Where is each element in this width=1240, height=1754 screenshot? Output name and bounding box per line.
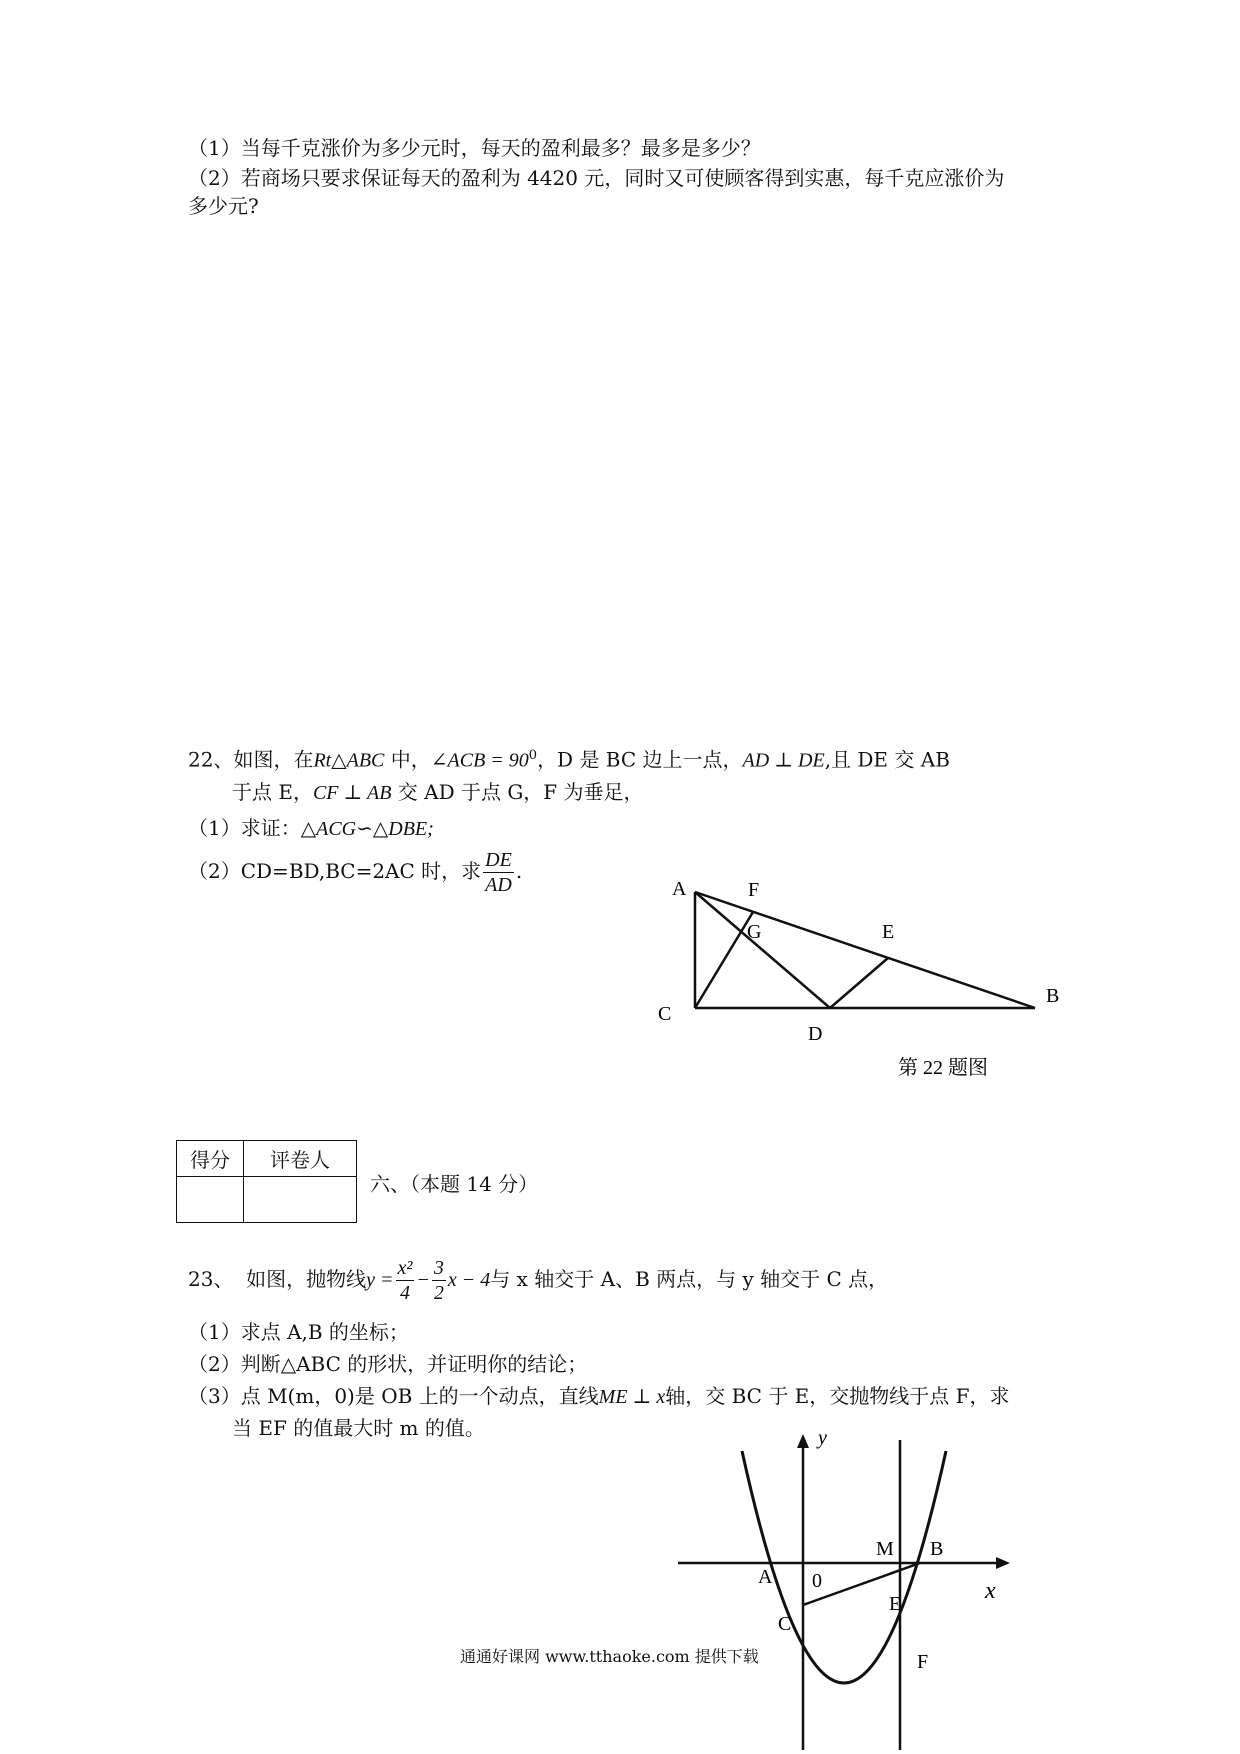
segment-ab xyxy=(695,892,1035,1008)
point-b-label: B xyxy=(1046,985,1060,1007)
q23-eq-minus: − xyxy=(416,1269,430,1291)
q22-text: （2）CD=BD,BC=2AC 时，求 xyxy=(188,859,482,883)
q23-part3-line1 xyxy=(188,1382,1010,1411)
q22-frac-den: AD xyxy=(485,874,512,896)
q22-degree: 0 xyxy=(528,748,538,763)
score-cell[interactable] xyxy=(177,1177,244,1223)
segment-de xyxy=(830,958,888,1008)
point-m-label: M xyxy=(876,1538,894,1560)
point-d-label: D xyxy=(808,1023,823,1045)
x-axis-arrow xyxy=(996,1557,1010,1569)
point-c-label: C xyxy=(658,1003,672,1025)
q23-frac2-num: 3 xyxy=(433,1257,444,1279)
q23-part2: （2）判断△ABC 的形状，并证明你的结论； xyxy=(188,1352,588,1376)
q23-frac2-den: 2 xyxy=(433,1282,444,1304)
point-a-label: A xyxy=(758,1566,773,1588)
q23-frac2 xyxy=(432,1256,446,1305)
q22-number: 22、 xyxy=(188,747,234,772)
q23-text: 与 x 轴交于 A、B 两点，与 y 轴交于 C 点， xyxy=(490,1267,889,1291)
q22-text: ，D 是 BC 边上一点， xyxy=(537,747,743,772)
q23-line1 xyxy=(188,1256,888,1305)
q23-part3-line2: 当 EF 的值最大时 m 的值。 xyxy=(232,1416,485,1440)
segment-ad xyxy=(695,892,830,1008)
q22-frac-num: DE xyxy=(485,849,512,871)
point-f-label: F xyxy=(917,1651,929,1673)
q23-text: 如图，抛物线 xyxy=(246,1267,367,1291)
q22-rt: Rt xyxy=(313,749,332,772)
q23-eq-rest: x − 4 xyxy=(447,1269,491,1291)
q22-angle: ∠ACB = 90 xyxy=(430,749,529,772)
q22-text: 如图，在 xyxy=(233,747,314,772)
point-g-label: G xyxy=(747,921,762,943)
q22-text: ,且 DE 交 AB xyxy=(824,747,950,772)
x-axis-label: x xyxy=(985,1578,996,1604)
q23-text: 轴，交 BC 于 E，交抛物线于点 F，求 xyxy=(665,1384,1010,1408)
q22-text: （1）求证： xyxy=(188,816,301,840)
q22-text: . xyxy=(515,859,523,883)
q23-figure xyxy=(660,1420,1060,1754)
point-e-label: E xyxy=(889,1593,902,1615)
q22-line1 xyxy=(188,742,950,775)
q22-fraction xyxy=(483,848,514,897)
point-e-label: E xyxy=(882,921,895,943)
q21-part2-line1: （2）若商场只要求保证每天的盈利为 4420 元，同时又可使顾客得到实惠，每千克应涨价为 xyxy=(188,166,1005,190)
q22-perp2: CF ⊥ AB xyxy=(312,782,392,804)
parabola xyxy=(742,1451,946,1683)
q23-number: 23、 xyxy=(188,1267,234,1291)
origin-label: 0 xyxy=(812,1570,822,1592)
q22-triangle: △ABC xyxy=(331,749,385,772)
q23-text: （3）点 M(m，0)是 OB 上的一个动点，直线 xyxy=(188,1384,599,1408)
y-axis-label: y xyxy=(818,1427,827,1449)
point-f-label: F xyxy=(748,879,760,901)
q22-perp: AD ⊥ DE xyxy=(742,749,825,772)
q21-part1: （1）当每千克涨价为多少元时，每天的盈利最多？最多是多少？ xyxy=(188,136,761,160)
q21-part2-line2: 多少元? xyxy=(188,194,259,218)
q22-text: 于点 E， xyxy=(232,780,313,804)
footer-source: 通通好课网 www.tthaoke.com 提供下载 xyxy=(460,1647,759,1666)
q23-frac1-num: x² xyxy=(397,1257,413,1279)
q23-part1: （1）求点 A,B 的坐标； xyxy=(188,1320,409,1344)
q22-similar: △ACG∽△DBE; xyxy=(300,818,434,840)
point-b-label: B xyxy=(930,1538,944,1560)
q22-line2 xyxy=(232,778,644,807)
score-table xyxy=(176,1140,357,1223)
segment-cf xyxy=(695,912,753,1008)
q22-text: 中， xyxy=(384,747,431,772)
reviewer-cell[interactable] xyxy=(244,1177,357,1223)
point-c-label: C xyxy=(778,1613,792,1635)
q22-figure xyxy=(640,860,1080,1080)
point-a-label: A xyxy=(672,878,687,900)
q22-text: 交 AD 于点 G，F 为垂足， xyxy=(391,780,644,804)
score-header: 得分 xyxy=(177,1141,244,1177)
q23-frac1 xyxy=(396,1256,415,1305)
figure-caption: 第 22 题图 xyxy=(898,1057,988,1079)
section-heading: 六、（本题 14 分） xyxy=(370,1172,539,1196)
q23-frac1-den: 4 xyxy=(399,1282,410,1304)
q22-part1 xyxy=(188,814,434,843)
reviewer-header: 评卷人 xyxy=(244,1141,357,1177)
q23-perp: ME ⊥ x xyxy=(598,1386,666,1408)
y-axis-arrow xyxy=(797,1434,809,1448)
q23-eq-y: y = xyxy=(366,1269,394,1291)
q22-part2 xyxy=(188,848,522,897)
